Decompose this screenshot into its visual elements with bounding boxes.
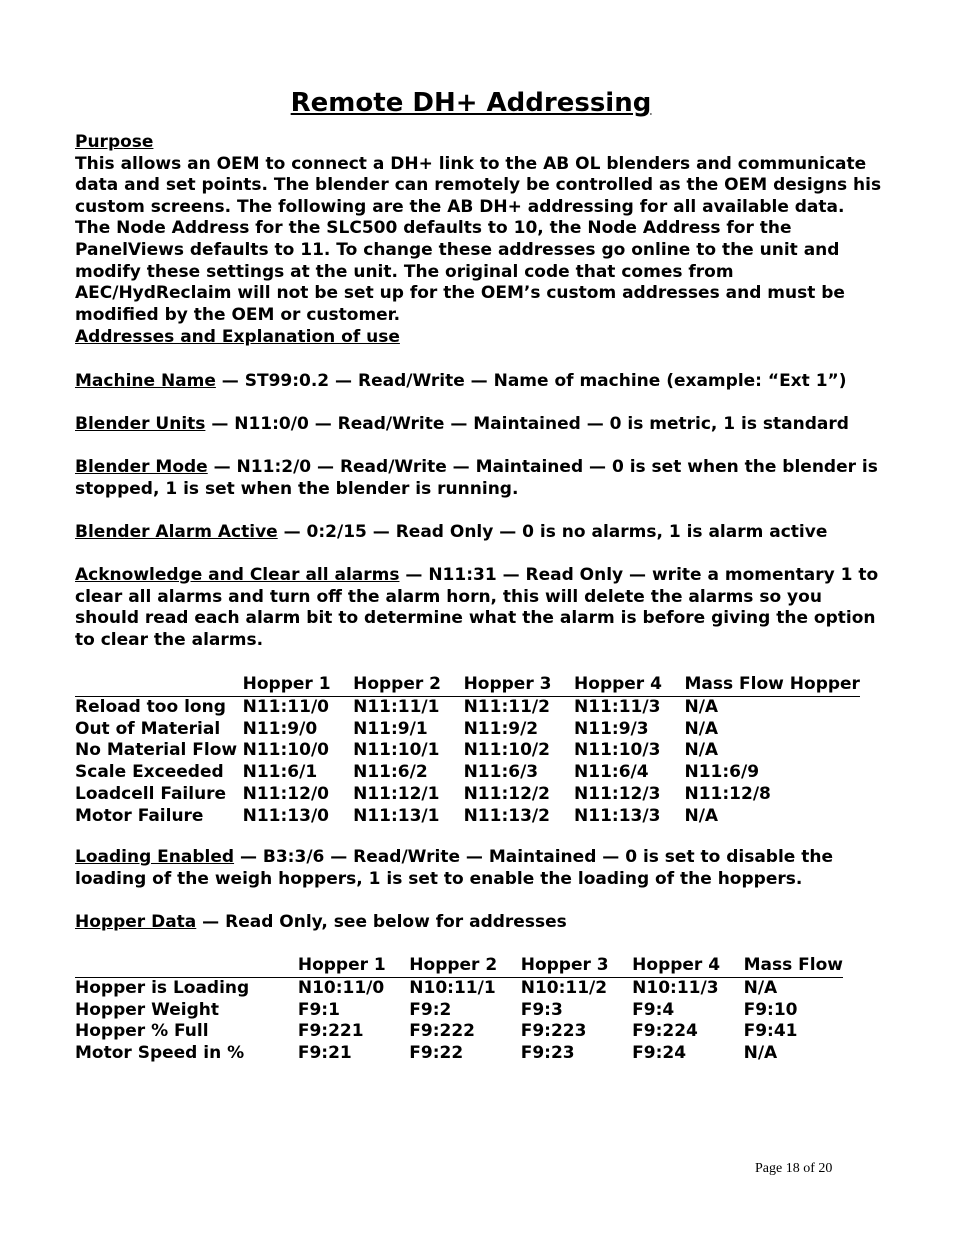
table-cell: F9:1	[297, 999, 340, 1020]
table-cell: N11:12/3	[574, 783, 661, 804]
table-row	[75, 696, 860, 718]
table-cell: Hopper Weight	[75, 999, 219, 1020]
table-cell: F9:221	[297, 1021, 364, 1042]
table-row	[75, 806, 860, 828]
machine-name-entry	[75, 371, 885, 393]
table-cell: N11:9/2	[463, 718, 539, 739]
page-number: Page 18 of 20	[755, 1161, 833, 1176]
loading-enabled-entry	[75, 847, 885, 890]
table-cell: N11:6/3	[463, 762, 539, 783]
table-cell: F9:3	[520, 999, 563, 1020]
table-cell: N11:6/1	[242, 762, 318, 783]
alarm-table-header: Mass Flow Hopper	[685, 674, 861, 696]
alarm-table-header: Hopper 3	[464, 674, 574, 696]
ack-alarms-text: — N11:31 — Read Only — write a momentary 1 to clear all alarms and turn off the alarm horn, this will delete the alarms so you should read each alarm bit to determine what the alarm is before giving the option to clear the alarms.	[75, 565, 879, 650]
table-row	[75, 719, 860, 741]
table-cell: Out of Material	[75, 718, 221, 739]
table-cell: F9:224	[632, 1021, 698, 1042]
table-cell: Hopper % Full	[75, 1021, 209, 1042]
page-title: Remote DH+ Addressing	[290, 88, 652, 118]
machine-name-label: Machine Name	[75, 371, 216, 391]
alarm-table-header: Hopper 1	[243, 674, 353, 696]
table-row	[75, 740, 860, 762]
table-cell: N11:13/1	[353, 805, 440, 826]
table-cell: N11:12/8	[684, 783, 771, 804]
table-cell: F9:10	[743, 999, 798, 1020]
table-cell: N11:12/2	[463, 783, 550, 804]
table-cell: N/A	[743, 977, 778, 998]
loading-enabled-text: — B3:3/6 — Read/Write — Maintained — 0 is set to disable the loading of the weigh hoppers, 1 is set to enable the loading of the hoppers.	[75, 847, 834, 889]
hopper-table-header	[75, 955, 298, 977]
machine-name-text: — ST99:0.2 — Read/Write — Name of machine (example: “Ext 1”)	[215, 371, 847, 391]
ack-alarms-entry	[75, 565, 885, 651]
table-cell: N11:10/2	[463, 740, 550, 761]
table-cell: F9:4	[632, 999, 675, 1020]
table-cell: N10:11/1	[409, 977, 496, 998]
table-cell: Motor Failure	[75, 805, 204, 826]
hopper-table-header: Hopper 3	[521, 955, 632, 977]
table-cell: N11:13/3	[574, 805, 661, 826]
hopper-table-header-row	[75, 955, 843, 977]
blender-mode-text: — N11:2/0 — Read/Write — Maintained — 0 is set when the blender is stopped, 1 is set when the blender is running.	[75, 457, 878, 499]
hopper-table-header: Hopper 1	[298, 955, 409, 977]
table-cell: F9:21	[297, 1043, 352, 1064]
table-cell: N11:6/2	[353, 762, 428, 783]
table-cell: N/A	[684, 696, 719, 717]
table-cell: Reload too long	[75, 696, 226, 717]
table-cell: N11:6/4	[574, 762, 649, 783]
table-cell: F9:41	[743, 1021, 798, 1042]
alarm-active-entry	[75, 522, 885, 544]
blender-mode-label: Blender Mode	[75, 457, 208, 477]
addresses-heading	[75, 327, 885, 349]
alarm-table-header: Hopper 2	[353, 674, 463, 696]
table-cell: N10:11/3	[632, 977, 719, 998]
hopper-table-header: Mass Flow	[744, 955, 843, 977]
table-cell: Hopper is Loading	[75, 977, 250, 998]
alarm-table-header: Hopper 4	[574, 674, 684, 696]
table-cell: N11:10/0	[242, 740, 330, 761]
hopper-data-label: Hopper Data	[75, 912, 197, 932]
table-cell: Motor Speed in %	[75, 1043, 245, 1064]
blender-units-entry	[75, 414, 885, 436]
table-row	[75, 1021, 843, 1043]
alarm-address-table	[75, 674, 860, 828]
alarm-table-header-row	[75, 674, 860, 696]
ack-alarms-label: Acknowledge and Clear all alarms	[75, 565, 400, 585]
table-row	[75, 1000, 843, 1022]
table-cell: N11:10/3	[574, 740, 661, 761]
blender-units-label: Blender Units	[75, 414, 206, 434]
table-cell: N11:9/1	[353, 718, 428, 739]
hopper-table-header: Hopper 2	[409, 955, 520, 977]
purpose-text: This allows an OEM to connect a DH+ link to the AB OL blenders and communicate data and set points. The blender can remotely be controlled as the OEM designs his custom screens. The following are the AB DH+ addressing for all available data. The Node Address for the SLC500 defaults to 10, the Node Address for the PanelViews defaults to 11. To change these addresses go online to the unit and modify these settings at the unit. The original code that comes from AEC/HydReclaim will not be set up for the OEM’s custom addresses and must be modified by the OEM or customer.	[75, 153, 882, 325]
table-cell: F9:2	[409, 999, 452, 1020]
table-cell: N/A	[684, 718, 719, 739]
purpose-heading: Purpose	[75, 132, 154, 152]
table-cell: N/A	[684, 740, 719, 761]
hopper-data-text: — Read Only, see below for addresses	[196, 912, 567, 932]
table-row	[75, 784, 860, 806]
table-row	[75, 762, 860, 784]
table-cell: N11:10/1	[353, 740, 440, 761]
table-cell: F9:23	[520, 1043, 575, 1064]
hopper-address-table	[75, 955, 843, 1065]
table-cell: Scale Exceeded	[75, 762, 224, 783]
table-cell: N11:9/0	[242, 718, 318, 739]
table-cell: N11:11/3	[574, 696, 661, 717]
blender-mode-entry	[75, 457, 885, 500]
table-cell: N/A	[743, 1043, 778, 1064]
table-cell: N11:11/1	[353, 696, 440, 717]
alarm-active-label: Blender Alarm Active	[75, 522, 278, 542]
purpose-section	[75, 132, 885, 326]
table-cell: F9:24	[632, 1043, 687, 1064]
table-cell: N11:12/1	[353, 783, 440, 804]
loading-enabled-label: Loading Enabled	[75, 847, 235, 867]
table-cell: N11:13/0	[242, 805, 330, 826]
table-cell: N10:11/2	[520, 977, 608, 998]
hopper-table-header: Hopper 4	[632, 955, 743, 977]
alarm-active-text: — 0:2/15 — Read Only — 0 is no alarms, 1 is alarm active	[277, 522, 828, 542]
table-cell: F9:22	[409, 1043, 464, 1064]
blender-units-text: — N11:0/0 — Read/Write — Maintained — 0 is metric, 1 is standard	[205, 414, 849, 434]
table-row	[75, 1043, 843, 1065]
table-cell: N10:11/0	[297, 977, 385, 998]
table-cell: Loadcell Failure	[75, 783, 227, 804]
addresses-heading-text: Addresses and Explanation of use	[75, 327, 400, 347]
table-row	[75, 977, 843, 999]
table-cell: N/A	[684, 805, 719, 826]
table-cell: N11:11/0	[242, 696, 330, 717]
table-cell: N11:13/2	[463, 805, 550, 826]
table-cell: N11:9/3	[574, 718, 649, 739]
table-cell: N11:12/0	[242, 783, 330, 804]
table-cell: N11:11/2	[463, 696, 550, 717]
alarm-table-header	[75, 674, 243, 696]
hopper-data-entry	[75, 912, 885, 934]
table-cell: F9:222	[409, 1021, 476, 1042]
table-cell: N11:6/9	[684, 762, 760, 783]
table-cell: No Material Flow	[75, 740, 238, 761]
table-cell: F9:223	[520, 1021, 587, 1042]
